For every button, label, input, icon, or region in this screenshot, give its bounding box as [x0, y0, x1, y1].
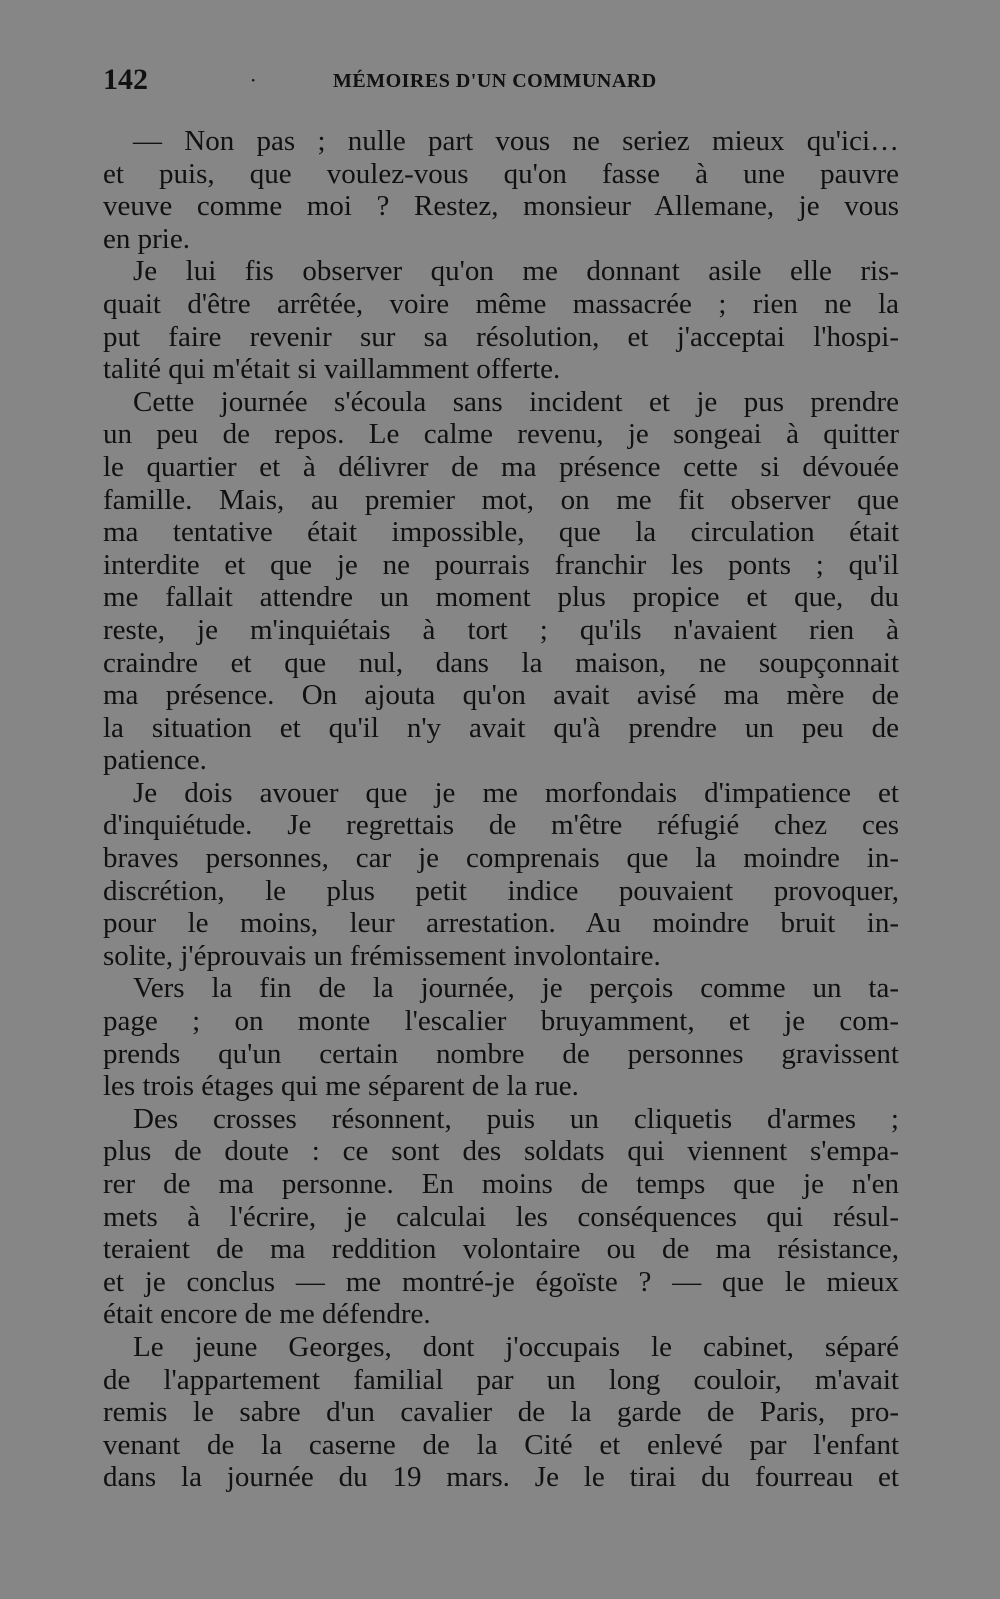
text-line: les trois étages qui me séparent de la rue. — [103, 1070, 579, 1103]
text-line: mets à l'écrire, je calculai les conséquences qui résul- — [103, 1200, 899, 1233]
text-line: patience. — [103, 744, 207, 777]
text-line: et je conclus — me montré-je égoïste ? — que le mieux — [103, 1265, 899, 1298]
running-title: MÉMOIRES D'UN COMMUNARD — [333, 70, 657, 92]
running-head — [103, 62, 900, 98]
text-line: un peu de repos. Le calme revenu, je songeai à quitter — [103, 418, 899, 451]
header-separator: · — [250, 68, 257, 92]
text-line: dans la journée du 19 mars. Je le tirai du fourreau et — [103, 1461, 899, 1494]
text-line: en prie. — [103, 222, 190, 255]
text-line: me fallait attendre un moment plus propice et que, du — [103, 581, 899, 614]
text-line: Vers la fin de la journée, je perçois comme un ta- — [133, 972, 899, 1005]
text-line: reste, je m'inquiétais à tort ; qu'ils n'avaient rien à — [103, 613, 899, 646]
text-line: — Non pas ; nulle part vous ne seriez mieux qu'ici… — [133, 125, 899, 157]
text-line: pour le moins, leur arrestation. Au moindre bruit in- — [103, 907, 899, 940]
text-line: Le jeune Georges, dont j'occupais le cabinet, séparé — [133, 1330, 899, 1363]
text-line: braves personnes, car je comprenais que la moindre in- — [103, 842, 899, 875]
text-line: prends qu'un certain nombre de personnes gravissent — [103, 1037, 899, 1070]
text-line: solite, j'éprouvais un frémissement involontaire. — [103, 939, 661, 972]
text-line: ma présence. On ajouta qu'on avait avisé ma mère de — [103, 679, 899, 712]
text-line: la situation et qu'il n'y avait qu'à prendre un peu de — [103, 711, 899, 744]
text-line: Des crosses résonnent, puis un cliquetis d'armes ; — [133, 1102, 899, 1135]
text-line: veuve comme moi ? Restez, monsieur Allemane, je vous — [103, 190, 899, 223]
text-line: famille. Mais, au premier mot, on me fit observer que — [103, 483, 899, 516]
text-line: de l'appartement familial par un long couloir, m'avait — [103, 1363, 899, 1396]
text-line: talité qui m'était si vaillamment offerte. — [103, 353, 561, 386]
text-line: craindre et que nul, dans la maison, ne soupçonnait — [103, 646, 899, 679]
text-line: Cette journée s'écoula sans incident et je pus prendre — [133, 385, 899, 418]
text-line: interdite et que je ne pourrais franchir les ponts ; qu'il — [103, 548, 899, 581]
text-line: ma tentative était impossible, que la circulation était — [103, 516, 899, 549]
text-line: le quartier et à délivrer de ma présence cette si dévouée — [103, 450, 899, 483]
text-line: plus de doute : ce sont des soldats qui viennent s'empa- — [103, 1135, 899, 1168]
text-line: discrétion, le plus petit indice pouvaient provoquer, — [103, 874, 899, 907]
text-line: Je lui fis observer qu'on me donnant asile elle ris- — [133, 255, 899, 288]
text-line: Je dois avouer que je me morfondais d'impatience et — [133, 776, 899, 809]
text-line: d'inquiétude. Je regrettais de m'être réfugié chez ces — [103, 809, 899, 842]
text-line: venant de la caserne de la Cité et enlevé par l'enfant — [103, 1428, 899, 1461]
text-line: teraient de ma reddition volontaire ou de ma résistance, — [103, 1233, 899, 1266]
text-line: remis le sabre d'un cavalier de la garde de Paris, pro- — [103, 1396, 899, 1429]
text-line: était encore de me défendre. — [103, 1298, 431, 1331]
text-line: quait d'être arrêtée, voire même massacrée ; rien ne la — [103, 287, 899, 320]
body-text — [103, 125, 899, 1494]
text-line: page ; on monte l'escalier bruyamment, et je com- — [103, 1005, 899, 1038]
text-line: et puis, que voulez-vous qu'on fasse à une pauvre — [103, 157, 899, 190]
text-line: rer de ma personne. En moins de temps que je n'en — [103, 1168, 899, 1200]
page-number: 142 — [103, 63, 148, 96]
text-line: put faire revenir sur sa résolution, et j'acceptai l'hospi- — [103, 320, 899, 353]
